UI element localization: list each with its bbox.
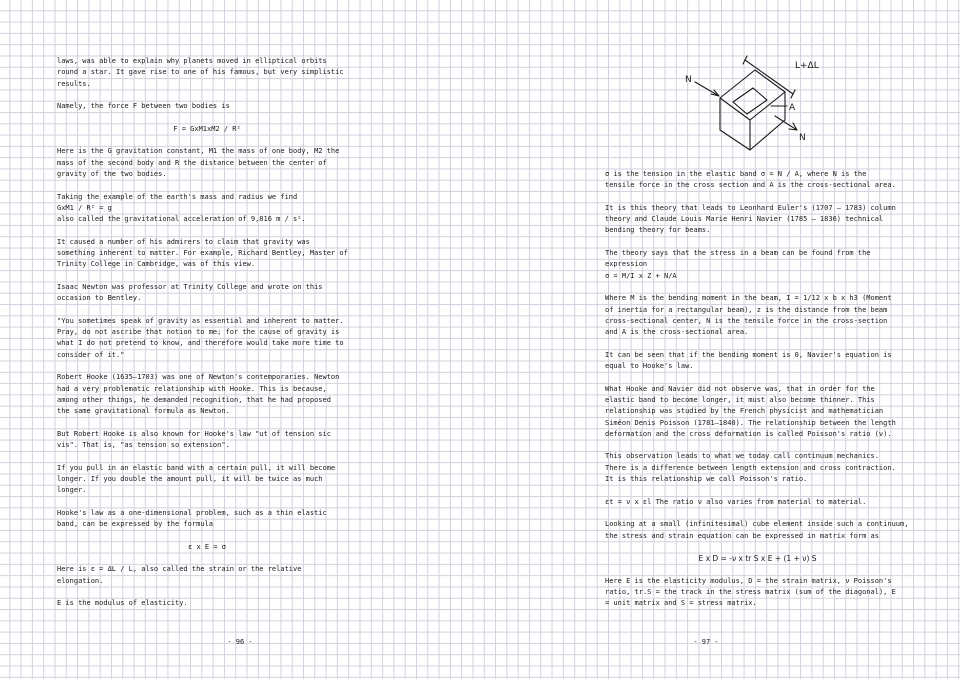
paragraph: Looking at a small (infinitesimal) cube element inside such a continuum, the stress and strain equation can be expressed in matrix form as <box>605 520 909 540</box>
figure-label-area: A <box>789 103 796 113</box>
paragraph: Robert Hooke (1635–1703) was one of Newton's contemporaries. Newton had a very problematic relationship with Hooke. This is because, among other things, he demanded recognition, that he had proposed the same gravitational formula as Newton. <box>57 373 340 416</box>
paragraph: This observation leads to what we today call continuum mechanics. There is a difference between length extension and cross contraction. It is this relationship we call Poisson's ratio. <box>605 452 896 484</box>
paragraph: σ is the tension in the elastic band σ = N / A, where N is the tensile force in the cross section and A is the cross-sectional area. <box>605 170 896 190</box>
paragraph: Isaac Newton was professor at Trinity College and wrote on this occasion to Bentley. <box>57 282 323 303</box>
paragraph: The theory says that the stress in a beam can be found from the expression σ = M/I x Z + N/A <box>605 249 871 280</box>
paragraph: It is this theory that leads to Leonhard Euler's (1707 – 1783) column theory and Claude Louis Marie Henri Navier (1785 – 1836) technical bending theory for beams. <box>605 203 896 235</box>
paragraph: Here is ε = ΔL / L, also called the strain or the relative elongation. <box>57 565 302 585</box>
paragraph: Where M is the bending moment in the beam, I = 1/12 x b x h3 (Moment of inertia for a rectangular beam), z is the distance from the beam cross-sectional center, N is the tensile force in the cross-section and A is the cross-sectional area. <box>605 294 892 337</box>
paragraph: Hooke's law as a one-dimensional problem, such as a thin elastic band, can be expressed by the formula <box>57 508 327 529</box>
paragraph: Here is the G gravitation constant, M1 the mass of one body, M2 the mass of the second body and R the distance between the center of gravity of the two bodies. <box>57 147 340 178</box>
paragraph: If you pull in an elastic band with a certain pull, it will become longer. If you double the amount pull, it will be twice as much longer. <box>57 463 336 495</box>
paragraph: Here E is the elasticity modulus, D = the strain matrix, ν Poisson's ratio, tr.S = the track in the stress matrix (sum of the diagonal), E = unit matrix and S = stress matrix. <box>605 576 896 608</box>
figure-label-length: L+ΔL <box>795 61 819 71</box>
figure-label-force-right: N <box>799 133 806 143</box>
right-page <box>480 0 960 679</box>
page-number: - 96 - <box>227 638 253 646</box>
page-number: - 97 - <box>693 638 719 646</box>
paragraph: What Hooke and Navier did not observe was, that in order for the elastic band to become longer, it must also become thinner. This relationship was studied by the French physicist and mathematician Siméon Denis Poisson (1781–1840). The relationship between the length deformation and the cross deformation is called Poisson's ratio (ν). <box>605 384 896 438</box>
paragraph: E is the modulus of elasticity. <box>57 599 188 608</box>
formula-poisson: εt = ν x εl The ratio ν also varies from material to material. <box>605 497 867 506</box>
beam-sketch-figure <box>675 50 819 145</box>
paragraph: It can be seen that if the bending moment is 0, Navier's equation is equal to Hooke's law. <box>605 350 892 371</box>
left-text-column <box>57 56 357 621</box>
paragraph: It caused a number of his admirers to claim that gravity was something inherent to matter. For example, Richard Bentley, Master of Trinity College in Cambridge, was of this view. <box>57 237 348 269</box>
figure-label-force-left: N <box>685 75 692 85</box>
formula-hooke: ε x E = σ <box>188 542 226 551</box>
paragraph: But Robert Hooke is also known for Hooke's law "ut of tension sic vis". That is, "as tension so extension". <box>57 429 331 450</box>
paragraph: laws, was able to explain why planets moved in elliptical orbits round a star. It gave rise to one of his famous, but very simplistic results. <box>57 57 344 88</box>
formula-gravity: F = GxM1xM2 / R² <box>173 124 241 133</box>
formula-matrix: E x D = -ν x tr S x E + (1 + ν) S <box>698 554 817 564</box>
paragraph: Taking the example of the earth's mass and radius we find GxM1 / R² = g also called the gravitational acceleration of 9,816 m / s². <box>57 192 306 224</box>
right-text-column <box>605 169 910 621</box>
quote: "You sometimes speak of gravity as essential and inherent to matter. Pray, do not ascribe that notion to me; for the cause of gravity is what I do not pretend to know, and therefore would take more time to consider of it." <box>57 316 344 359</box>
paragraph: Namely, the force F between two bodies is <box>57 102 230 111</box>
